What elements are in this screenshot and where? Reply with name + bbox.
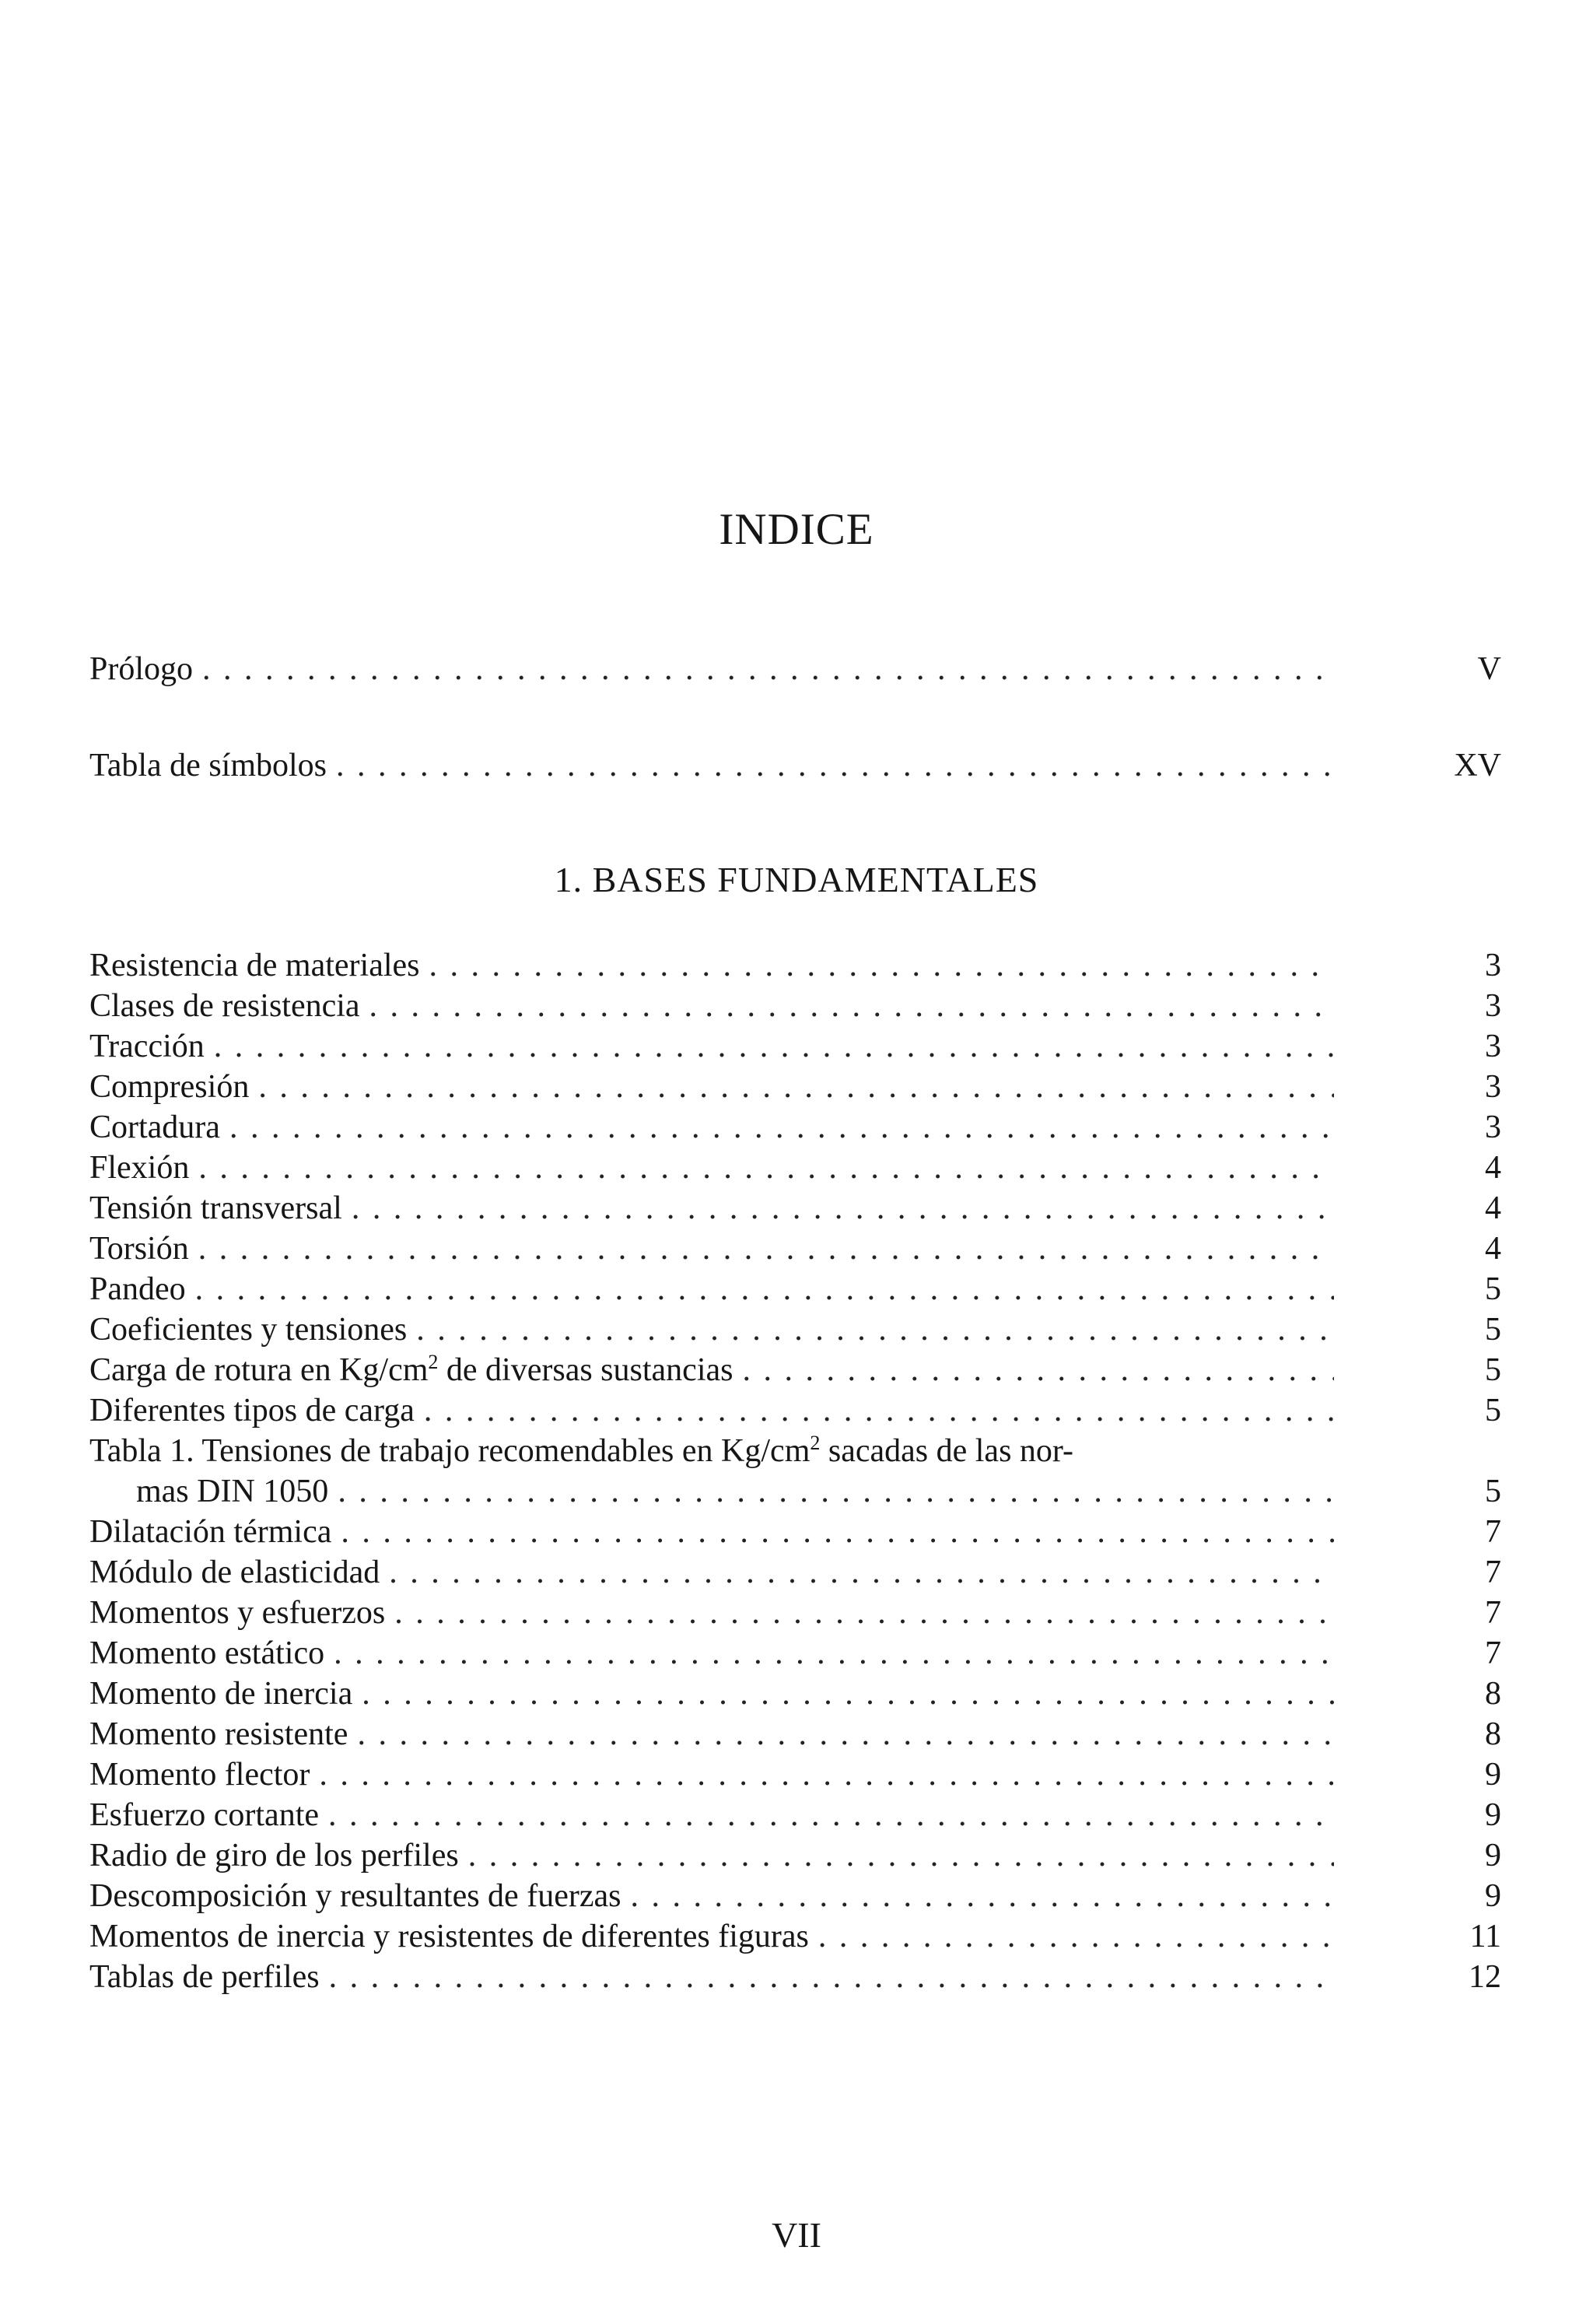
toc-entry-label: Momento flector: [89, 1757, 310, 1793]
toc-page-number: 5: [1485, 1393, 1501, 1428]
toc-entry-label: Momentos de inercia y resistentes de diferentes figuras: [89, 1919, 809, 1954]
toc-page-number: 5: [1485, 1271, 1501, 1307]
label-text: de diversas sustancias: [438, 1352, 733, 1388]
toc-page-number: 4: [1485, 1231, 1501, 1267]
toc-page-number: 9: [1485, 1797, 1501, 1833]
toc-entry: [89, 1876, 1334, 1916]
superscript: 2: [428, 1351, 439, 1373]
toc-page-number: 5: [1485, 1312, 1501, 1348]
superscript: 2: [810, 1432, 821, 1454]
dot-leader: [334, 1633, 1334, 1674]
toc-page-number: 8: [1485, 1676, 1501, 1712]
toc-entry: [136, 1471, 1334, 1512]
toc-entry-label: Esfuerzo cortante: [89, 1797, 320, 1833]
toc-entry-label: Descomposición y resultantes de fuerzas: [89, 1878, 621, 1914]
toc-entry-label: Tablas de perfiles: [89, 1959, 320, 1995]
toc-page-number: 8: [1485, 1716, 1501, 1752]
toc-entry-label: Coeficientes y tensiones: [89, 1312, 408, 1348]
dot-leader: [394, 1593, 1334, 1633]
dot-leader: [369, 986, 1334, 1026]
toc-entry: [89, 1552, 1334, 1593]
toc-entry: [89, 986, 1334, 1026]
toc-entry: [89, 1067, 1334, 1107]
toc-page-number: 9: [1485, 1838, 1501, 1874]
dot-leader: [818, 1916, 1334, 1957]
dot-leader: [389, 1552, 1334, 1593]
toc-entry-label: Clases de resistencia: [89, 988, 360, 1024]
dot-leader: [214, 1026, 1334, 1067]
section-heading: 1. BASES FUNDAMENTALES: [554, 860, 1039, 899]
toc-entry: [89, 1754, 1334, 1795]
toc-page-number: 5: [1485, 1474, 1501, 1509]
toc-page-number: 9: [1485, 1757, 1501, 1793]
dot-leader: [341, 1512, 1334, 1552]
toc-entry-label: Radio de giro de los perfiles: [89, 1838, 459, 1874]
toc-entry-label: Módulo de elasticidad: [89, 1555, 380, 1590]
toc-entry-label: [89, 1350, 733, 1390]
toc-entry-label: Cortadura: [89, 1109, 220, 1145]
toc-entry: [89, 1633, 1334, 1674]
toc-entry: [89, 1795, 1334, 1835]
toc-page-number: 3: [1485, 1029, 1501, 1064]
toc-entry-label: Compresión: [89, 1069, 250, 1105]
toc-entry: [89, 945, 1334, 986]
toc-entry-label: Pandeo: [89, 1271, 186, 1307]
toc-entry: [89, 1229, 1334, 1269]
toc-entry: [89, 1390, 1334, 1431]
toc-entry: [89, 1835, 1334, 1876]
dot-leader: [195, 1269, 1334, 1309]
toc-page-number: 3: [1485, 988, 1501, 1024]
dot-leader: [429, 945, 1335, 986]
toc-page-number: 3: [1485, 1109, 1501, 1145]
dot-leader: [630, 1876, 1334, 1916]
dot-leader: [336, 745, 1334, 786]
toc-entry: [89, 1309, 1334, 1350]
dot-leader: [424, 1390, 1334, 1431]
toc-entry: [89, 1593, 1334, 1633]
dot-leader: [198, 1148, 1334, 1188]
toc-entry-label: Tracción: [89, 1029, 205, 1064]
label-text: Carga de rotura en Kg/cm: [89, 1352, 429, 1388]
dot-leader: [362, 1674, 1334, 1714]
toc-entry: [89, 1674, 1334, 1714]
toc-entry-label: Tensión transversal: [89, 1190, 342, 1226]
toc-entry: [89, 1188, 1334, 1229]
dot-leader: [202, 649, 1334, 689]
toc-entry-label: Prólogo: [89, 651, 194, 687]
toc-entry-label: Tabla de símbolos: [89, 748, 327, 783]
toc-entry: [89, 1512, 1334, 1552]
dot-leader: [468, 1835, 1334, 1876]
toc-entry-label: Momento de inercia: [89, 1676, 353, 1712]
toc-page-number: 3: [1485, 948, 1501, 983]
toc-entry: [89, 1957, 1334, 1997]
toc-entry-label: Momento resistente: [89, 1716, 348, 1752]
toc-page-number: 11: [1469, 1919, 1501, 1954]
dot-leader: [328, 1795, 1334, 1835]
page-number-footer: VII: [772, 2215, 821, 2255]
toc-page-number: 7: [1485, 1595, 1501, 1631]
toc-entry: [89, 1026, 1334, 1067]
toc-entry: [89, 1107, 1334, 1148]
toc-page-number: 7: [1485, 1514, 1501, 1550]
toc-entry: [89, 1148, 1334, 1188]
label-text: Tabla 1. Tensiones de trabajo recomendables en Kg/cm: [89, 1433, 811, 1469]
toc-entry-first-line: [89, 1431, 1073, 1471]
toc-entry: [89, 1714, 1334, 1754]
toc-page-number: XV: [1454, 748, 1501, 783]
dot-leader: [319, 1754, 1334, 1795]
toc-entry-prologo: [89, 649, 1334, 689]
toc-entry-label: Flexión: [89, 1150, 190, 1186]
toc-entry: [89, 1350, 1334, 1390]
toc-entry-label: Dilatación térmica: [89, 1514, 332, 1550]
toc-entry-label: mas DIN 1050: [136, 1474, 329, 1509]
dot-leader: [416, 1309, 1334, 1350]
toc-page-number: 5: [1485, 1352, 1501, 1388]
dot-leader: [329, 1957, 1334, 1997]
toc-page-number: 9: [1485, 1878, 1501, 1914]
dot-leader: [742, 1350, 1334, 1390]
toc-page-number: 12: [1469, 1959, 1501, 1995]
dot-leader: [258, 1067, 1334, 1107]
toc-entry-label: Momento estático: [89, 1635, 325, 1671]
toc-page-number: 4: [1485, 1190, 1501, 1226]
toc-page-number: V: [1477, 651, 1501, 687]
toc-entry-tabla-simbolos: [89, 745, 1334, 786]
toc-entry-label: Momentos y esfuerzos: [89, 1595, 386, 1631]
toc-entry-label: Torsión: [89, 1231, 189, 1267]
toc-page-number: 4: [1485, 1150, 1501, 1186]
toc-entry: [89, 1916, 1334, 1957]
toc-entry-label: Resistencia de materiales: [89, 948, 420, 983]
dot-leader: [338, 1471, 1334, 1512]
toc-page-number: 7: [1485, 1555, 1501, 1590]
dot-leader: [352, 1188, 1334, 1229]
toc-page-number: 7: [1485, 1635, 1501, 1671]
toc-entry-label: Diferentes tipos de carga: [89, 1393, 415, 1428]
dot-leader: [357, 1714, 1334, 1754]
dot-leader: [229, 1107, 1334, 1148]
toc-entry: [89, 1269, 1334, 1309]
dot-leader: [198, 1229, 1334, 1269]
label-text: sacadas de las nor-: [820, 1433, 1074, 1469]
page-title: INDICE: [719, 505, 874, 554]
toc-page-number: 3: [1485, 1069, 1501, 1105]
